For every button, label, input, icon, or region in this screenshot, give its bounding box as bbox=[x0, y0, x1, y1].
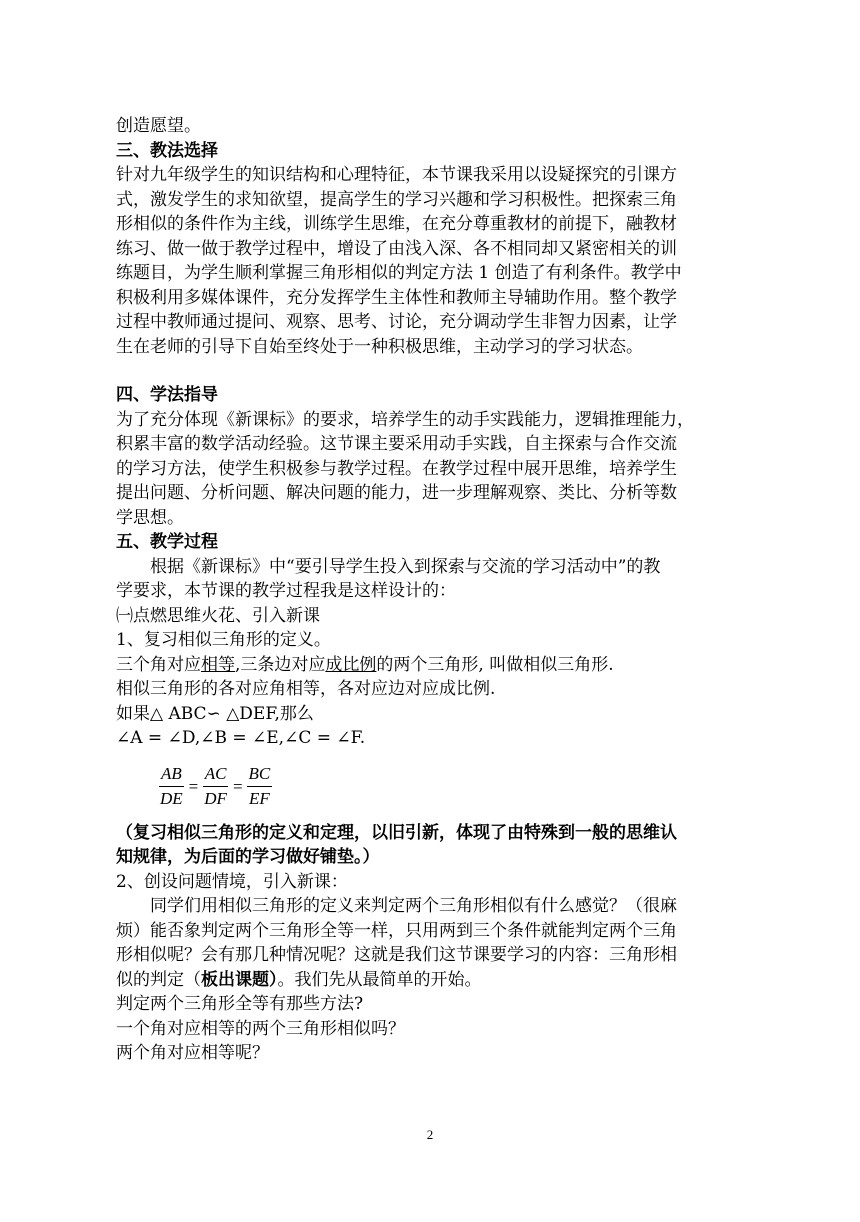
blank-line bbox=[116, 359, 756, 383]
text-span: 。我们先从最简单的开始。 bbox=[277, 969, 482, 990]
text-line: 知规律，为后面的学习做好铺垫。） bbox=[116, 847, 380, 867]
text-line: 相似三角形的各对应角相等，各对应边对应成比例. bbox=[116, 679, 496, 699]
text-line: 同学们用相似三角形的定义来判定两个三角形相似有什么感觉？（很麻 bbox=[150, 896, 677, 916]
text-span: 似的判定（ bbox=[116, 969, 201, 990]
text-line bbox=[116, 968, 756, 993]
text-line: 提出问题、分析问题、解决问题的能力，进一步理解观察、类比、分析等数 bbox=[116, 483, 677, 503]
text-line: 积极利用多媒体课件，充分发挥学生主体性和教师主导辅助作用。整个教学 bbox=[116, 287, 677, 308]
fraction bbox=[202, 764, 229, 809]
text-line: 针对九年级学生的知识结构和心理特征，本节课我采用以设疑探究的引课方 bbox=[116, 165, 677, 185]
text-line: 练习、做一做于教学过程中，增设了由浅入深、各不相同却又紧密相关的训 bbox=[116, 238, 677, 259]
text-line: 积累丰富的数学活动经验。这节课主要采用动手实践，自主探索与合作交流 bbox=[116, 434, 677, 454]
numerator: AB bbox=[159, 764, 184, 787]
text-line: 形相似的条件作为主线，训练学生思维，在充分尊重教材的前提下，融教材 bbox=[116, 214, 677, 234]
denominator: DE bbox=[160, 789, 183, 808]
equals-sign: = bbox=[232, 776, 243, 796]
question-line: 一个角对应相等的两个三角形相似吗？ bbox=[116, 1018, 405, 1039]
ratio-equation bbox=[158, 757, 756, 817]
section-heading-4: 四、学法指导 bbox=[116, 385, 218, 405]
section-heading-3: 三、教法选择 bbox=[116, 140, 218, 161]
definition-line bbox=[116, 653, 756, 678]
text-line: 式，激发学生的求知欲望，提高学生的学习兴趣和学习积极性。把探索三角 bbox=[116, 189, 677, 210]
definition-text: ,三条边对应 bbox=[235, 654, 326, 675]
fraction bbox=[247, 764, 273, 809]
text-line: 练题目，为学生顺利掌握三角形相似的判定方法 1 创造了有利条件。教学中 bbox=[116, 263, 682, 283]
question-line: 两个角对应相等呢？ bbox=[116, 1043, 269, 1063]
text-line: 如果△ ABC∽ △DEF,那么 bbox=[116, 703, 314, 724]
underlined-term: 成比例 bbox=[325, 654, 377, 675]
list-item: 2、创设问题情境，引入新课： bbox=[116, 871, 348, 892]
fraction bbox=[158, 764, 185, 809]
text-line: 生在老师的引导下自始至终处于一种积极思维，主动学习的学习状态。 bbox=[116, 336, 643, 357]
angle-equalities: ∠A = ∠D,∠B = ∠E,∠C = ∠F. bbox=[116, 728, 366, 748]
numerator: AC bbox=[203, 764, 229, 787]
denominator: DF bbox=[204, 789, 227, 808]
numerator: BC bbox=[247, 764, 273, 787]
document-page bbox=[116, 114, 756, 1066]
text-line: 学要求，本节课的教学过程我是这样设计的： bbox=[116, 581, 456, 601]
text-line: 过程中教师通过提问、观察、思考、讨论，充分调动学生非智力因素，让学 bbox=[116, 312, 677, 332]
bold-span: 板出课题） bbox=[201, 969, 278, 990]
section-heading-5: 五、教学过程 bbox=[116, 532, 218, 552]
text-line: 学思想。 bbox=[116, 507, 184, 528]
definition-text: 的两个三角形, 叫做相似三角形. bbox=[376, 654, 614, 675]
list-item: 1、复习相似三角形的定义。 bbox=[116, 630, 331, 650]
underlined-term: 相等 bbox=[201, 654, 235, 675]
bold-note bbox=[116, 821, 756, 870]
text-line: 形相似呢？会有那几种情况呢？这就是我们这节课要学习的内容：三角形相 bbox=[116, 945, 677, 965]
text-line: 根据《新课标》中“要引导学生投入到探索与交流的学习活动中”的教 bbox=[150, 556, 661, 577]
text-line: 的学习方法，使学生积极参与教学过程。在教学过程中展开思维，培养学生 bbox=[116, 458, 677, 479]
step-heading: ㈠点燃思维火花、引入新课 bbox=[116, 605, 320, 626]
page-number: 2 bbox=[426, 1127, 434, 1142]
text-line: 创造愿望。 bbox=[116, 116, 201, 136]
question-line: 判定两个三角形全等有那些方法? bbox=[116, 994, 364, 1014]
text-line: 烦）能否象判定两个三角形全等一样，只用两到三个条件就能判定两个三角 bbox=[116, 920, 677, 941]
equals-sign: = bbox=[188, 776, 199, 796]
text-line: 为了充分体现《新课标》的要求，培养学生的动手实践能力，逻辑推理能力， bbox=[116, 409, 694, 430]
text-line: （复习相似三角形的定义和定理，以旧引新，体现了由特殊到一般的思维认 bbox=[116, 822, 677, 843]
denominator: EF bbox=[249, 789, 270, 808]
definition-text: 三个角对应 bbox=[116, 654, 201, 675]
